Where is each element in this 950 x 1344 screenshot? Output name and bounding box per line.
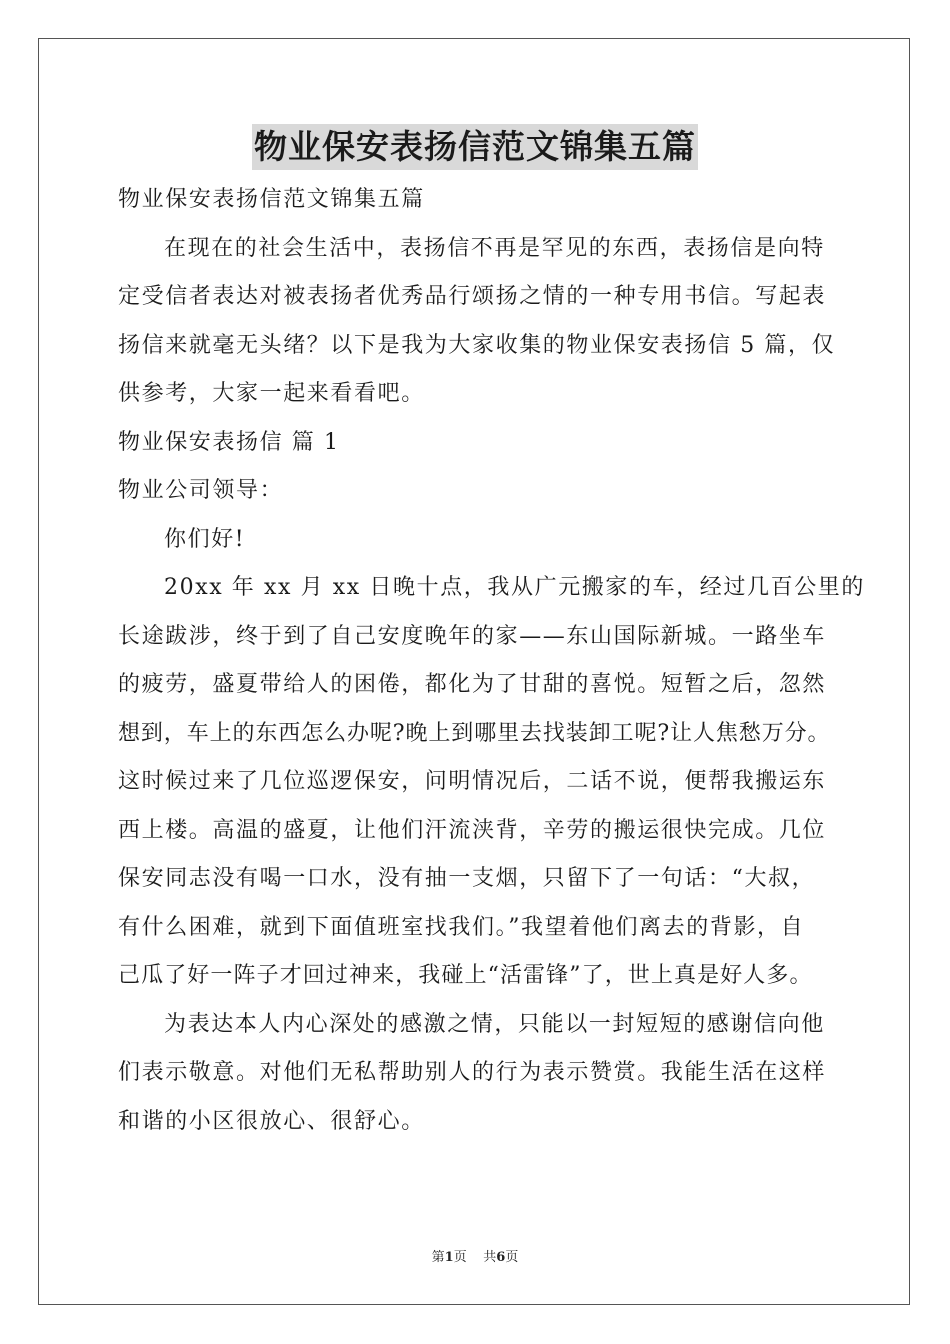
body-line: 长途跋涉，终于到了自己安度晚年的家——东山国际新城。一路坐车 [118, 623, 827, 649]
body-line: 在现在的社会生活中，表扬信不再是罕见的东西，表扬信是向特 [164, 235, 825, 261]
body-line: 们表示敬意。对他们无私帮助别人的行为表示赞赏。我能生活在这样 [118, 1060, 827, 1085]
body-line: 物业保安表扬信范文锦集五篇 [118, 187, 425, 212]
body-line: 保安同志没有喝一口水，没有抽一支烟，只留下了一句话：“大叔， [118, 866, 816, 891]
section-heading: 物业保安表扬信 篇 1 [118, 429, 340, 455]
greeting: 你们好! [164, 526, 246, 552]
page-total: 6 [496, 1250, 506, 1265]
body-line: 西上楼。高温的盛夏，让他们汗流浃背，辛劳的搬运很快完成。几位 [118, 817, 827, 843]
body-line: 有什么困难，就到下面值班室找我们。”我望着他们离去的背影，自 [118, 914, 805, 940]
page-number-suffix: 页 [453, 1250, 467, 1265]
document-title-wrap [0, 124, 950, 170]
document-title: 物业保安表扬信范文锦集五篇 [252, 124, 698, 170]
body-line: 想到，车上的东西怎么办呢?晚上到哪里去找装卸工呢?让人焦愁万分。 [118, 720, 831, 746]
body-line: 的疲劳，盛夏带给人的困倦，都化为了甘甜的喜悦。短暂之后，忽然 [118, 672, 827, 697]
body-line: 这时候过来了几位巡逻保安，问明情况后，二话不说，便帮我搬运东 [118, 769, 827, 794]
page-number-current: 1 [444, 1250, 454, 1265]
body-line: 供参考，大家一起来看看吧。 [118, 381, 425, 406]
body-line: 为表达本人内心深处的感激之情，只能以一封短短的感谢信向他 [164, 1011, 825, 1037]
document-body [118, 176, 866, 1146]
body-line: 己瓜了好一阵子才回过神来，我碰上“活雷锋”了，世上真是好人多。 [118, 963, 813, 988]
page-footer [0, 1246, 950, 1265]
page-number-prefix: 第 [431, 1250, 445, 1265]
body-line: 20xx 年 xx 月 xx 日晚十点，我从广元搬家的车，经过几百公里的 [164, 575, 866, 600]
body-line: 扬信来就毫无头绪？以下是我为大家收集的物业保安表扬信 5 篇，仅 [118, 332, 836, 358]
body-line: 和谐的小区很放心、很舒心。 [118, 1108, 425, 1134]
page-total-prefix: 共 [483, 1250, 497, 1265]
body-line: 定受信者表达对被表扬者优秀品行颂扬之情的一种专用书信。写起表 [118, 284, 827, 309]
page-total-suffix: 页 [505, 1250, 519, 1265]
salutation: 物业公司领导： [118, 478, 284, 503]
